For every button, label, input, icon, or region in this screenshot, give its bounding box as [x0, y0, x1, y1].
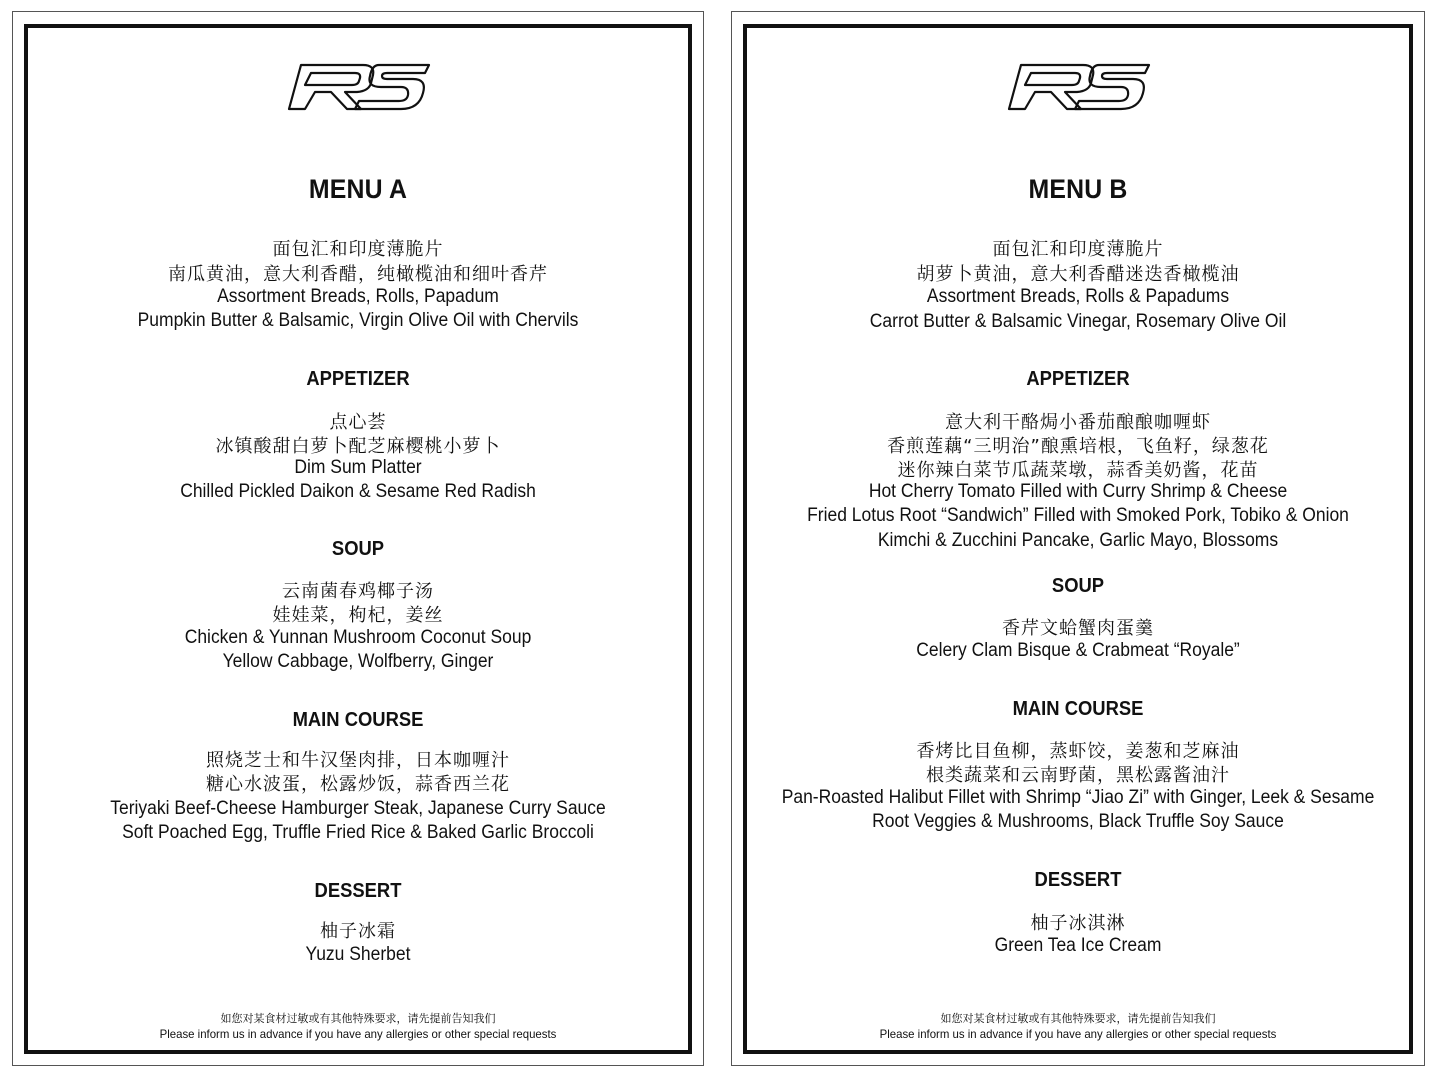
dessert-heading: DESSERT	[314, 880, 402, 902]
soup-zh-1: 云南菌春鸡椰子汤	[282, 581, 434, 602]
bread-zh-1: 面包汇和印度薄脆片	[272, 239, 444, 260]
main-course-zh-2: 糖心水波蛋，松露炒饭，蒜香西兰花	[206, 774, 510, 795]
appetizer-zh-2: 冰镇酸甜白萝卜配芝麻樱桃小萝卜	[215, 436, 501, 457]
appetizer-en-2: Fried Lotus Root “Sandwich” Filled with Smoked Pork, Tobiko & Onion	[807, 505, 1349, 526]
dessert-zh-1: 柚子冰霜	[320, 921, 396, 942]
bread-zh-1: 面包汇和印度薄脆片	[992, 239, 1164, 260]
appetizer-zh-1: 点心荟	[329, 412, 387, 433]
appetizer-en-1: Dim Sum Platter	[294, 457, 422, 478]
appetizer-zh-2: 香煎莲藕“三明治”酿熏培根，飞鱼籽，绿葱花	[887, 436, 1269, 457]
footer-zh: 如您对某食材过敏或有其他特殊要求，请先提前告知我们	[940, 1012, 1216, 1025]
bread-en-2: Pumpkin Butter & Balsamic, Virgin Olive Oil with Chervils	[137, 310, 579, 331]
bread-en-2: Carrot Butter & Balsamic Vinegar, Rosemary Olive Oil	[869, 311, 1287, 332]
appetizer-en-2: Chilled Pickled Daikon & Sesame Red Radish	[180, 481, 536, 502]
main-course-heading: MAIN COURSE	[292, 709, 424, 731]
rs-logo	[283, 57, 433, 117]
dessert-heading: DESSERT	[1034, 869, 1122, 891]
appetizer-en-1: Hot Cherry Tomato Filled with Curry Shrimp & Cheese	[868, 481, 1288, 502]
appetizer-zh-3: 迷你辣白菜节瓜蔬菜墩，蒜香美奶酱，花苗	[897, 460, 1259, 481]
bread-en-1: Assortment Breads, Rolls & Papadums	[926, 286, 1230, 307]
soup-en-2: Yellow Cabbage, Wolfberry, Ginger	[222, 651, 494, 672]
dessert-en-1: Green Tea Ice Cream	[994, 935, 1162, 956]
soup-zh-2: 娃娃菜，枸杞，姜丝	[272, 605, 444, 626]
bread-zh-2: 胡萝卜黄油，意大利香醋迷迭香橄榄油	[916, 264, 1240, 285]
bread-zh-2: 南瓜黄油，意大利香醋，纯橄榄油和细叶香芹	[168, 264, 548, 285]
soup-zh-1: 香芹文蛤蟹肉蛋羹	[1002, 618, 1154, 639]
menu-title: MENU A	[308, 174, 408, 204]
menu-a-card	[12, 11, 704, 1066]
soup-en-1: Celery Clam Bisque & Crabmeat “Royale”	[916, 640, 1240, 661]
appetizer-en-3: Kimchi & Zucchini Pancake, Garlic Mayo, Blossoms	[877, 530, 1279, 551]
menu-b-card	[731, 11, 1425, 1066]
soup-heading: SOUP	[331, 538, 385, 560]
footer-en: Please inform us in advance if you have any allergies or other special requests	[159, 1027, 557, 1041]
main-course-en-1: Teriyaki Beef-Cheese Hamburger Steak, Japanese Curry Sauce	[110, 798, 606, 819]
main-course-zh-1: 香烤比目鱼柳，蒸虾饺，姜葱和芝麻油	[916, 741, 1240, 762]
bread-en-1: Assortment Breads, Rolls, Papadum	[217, 286, 499, 307]
footer-zh: 如您对某食材过敏或有其他特殊要求，请先提前告知我们	[220, 1012, 496, 1025]
main-course-heading: MAIN COURSE	[1012, 698, 1144, 720]
main-course-en-2: Soft Poached Egg, Truffle Fried Rice & Baked Garlic Broccoli	[122, 822, 594, 843]
appetizer-heading: APPETIZER	[306, 368, 410, 390]
main-course-zh-2: 根类蔬菜和云南野菌，黑松露酱油汁	[926, 765, 1230, 786]
menu-title: MENU B	[1028, 174, 1128, 204]
dessert-zh-1: 柚子冰淇淋	[1030, 913, 1126, 934]
main-course-zh-1: 照烧芝士和牛汉堡肉排，日本咖喱汁	[206, 750, 510, 771]
rs-logo	[1003, 57, 1153, 117]
footer-en: Please inform us in advance if you have any allergies or other special requests	[879, 1027, 1277, 1041]
main-course-en-2: Root Veggies & Mushrooms, Black Truffle Soy Sauce	[872, 811, 1284, 832]
soup-en-1: Chicken & Yunnan Mushroom Coconut Soup	[184, 627, 532, 648]
soup-heading: SOUP	[1051, 575, 1105, 597]
dessert-en-1: Yuzu Sherbet	[305, 944, 411, 965]
main-course-en-1: Pan-Roasted Halibut Fillet with Shrimp “Jiao Zi” with Ginger, Leek & Sesame	[781, 787, 1375, 808]
appetizer-zh-1: 意大利干酪焗小番茄酿酿咖喱虾	[945, 412, 1211, 433]
appetizer-heading: APPETIZER	[1026, 368, 1130, 390]
